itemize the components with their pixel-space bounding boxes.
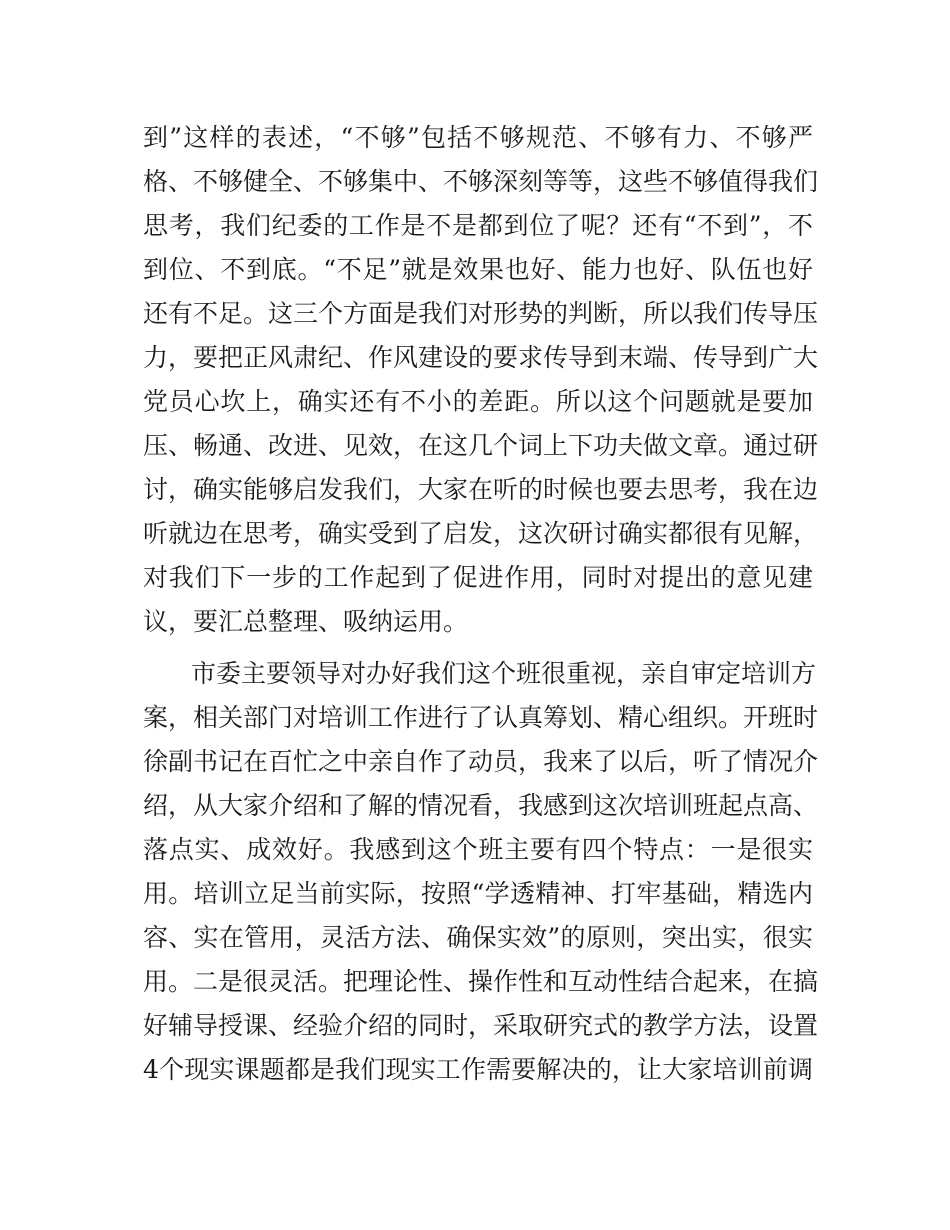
- paragraph-2-line-5: 落点实、成效好。我感到这个班主要有四个特点：一是很实: [143, 835, 813, 864]
- paragraph-2-line-2: 案，相关部门对培训工作进行了认真筹划、精心组织。开班时: [143, 703, 819, 732]
- paragraph-1-line-8: 压、畅通、改进、见效，在这几个词上下功夫做文章。通过研: [143, 431, 819, 460]
- paragraph-2-line-8: 用。二是很灵活。把理论性、操作性和互动性结合起来，在搞: [143, 967, 819, 996]
- paragraph-2-line-4: 绍，从大家介绍和了解的情况看，我感到这次培训班起点高、: [143, 791, 819, 820]
- paragraph-1-line-12: 议，要汇总整理、吸纳运用。: [143, 607, 469, 636]
- paragraph-1-line-1: 到”这样的表述，“不够”包括不够规范、不够有力、不够严: [143, 123, 813, 152]
- paragraph-2-line-6: 用。培训立足当前实际，按照“学透精神、打牢基础，精选内: [143, 879, 813, 908]
- paragraph-2-line-1: 市委主要领导对办好我们这个班很重视，亲自审定培训方: [191, 659, 817, 688]
- paragraph-1-line-10: 听就边在思考，确实受到了启发，这次研讨确实都很有见解，: [143, 519, 819, 548]
- paragraph-2-line-7: 容、实在管用，灵活方法、确保实效”的原则，突出实，很实: [143, 923, 813, 952]
- paragraph-2-line-10: 4个现实课题都是我们现实工作需要解决的，让大家培训前调: [143, 1055, 813, 1084]
- paragraph-1-line-7: 党员心坎上，确实还有不小的差距。所以这个问题就是要加: [143, 387, 813, 416]
- paragraph-2-line-9: 好辅导授课、经验介绍的同时，采取研究式的教学方法，设置: [143, 1011, 819, 1040]
- paragraph-2-line-3: 徐副书记在百忙之中亲自作了动员，我来了以后，听了情况介: [143, 747, 819, 776]
- paragraph-1-line-4: 到位、不到底。“不足”就是效果也好、能力也好、队伍也好: [143, 255, 813, 284]
- paragraph-1-line-2: 格、不够健全、不够集中、不够深刻等等，这些不够值得我们: [143, 167, 819, 196]
- paragraph-1-line-6: 力，要把正风肃纪、作风建设的要求传导到末端、传导到广大: [143, 343, 819, 372]
- paragraph-1-line-11: 对我们下一步的工作起到了促进作用，同时对提出的意见建: [143, 563, 813, 592]
- paragraph-1-line-5: 还有不足。这三个方面是我们对形势的判断，所以我们传导压: [143, 299, 819, 328]
- paragraph-1-line-9: 讨，确实能够启发我们，大家在听的时候也要去思考，我在边: [143, 475, 819, 504]
- paragraph-1-line-3: 思考，我们纪委的工作是不是都到位了呢？还有“不到”，不: [143, 211, 813, 240]
